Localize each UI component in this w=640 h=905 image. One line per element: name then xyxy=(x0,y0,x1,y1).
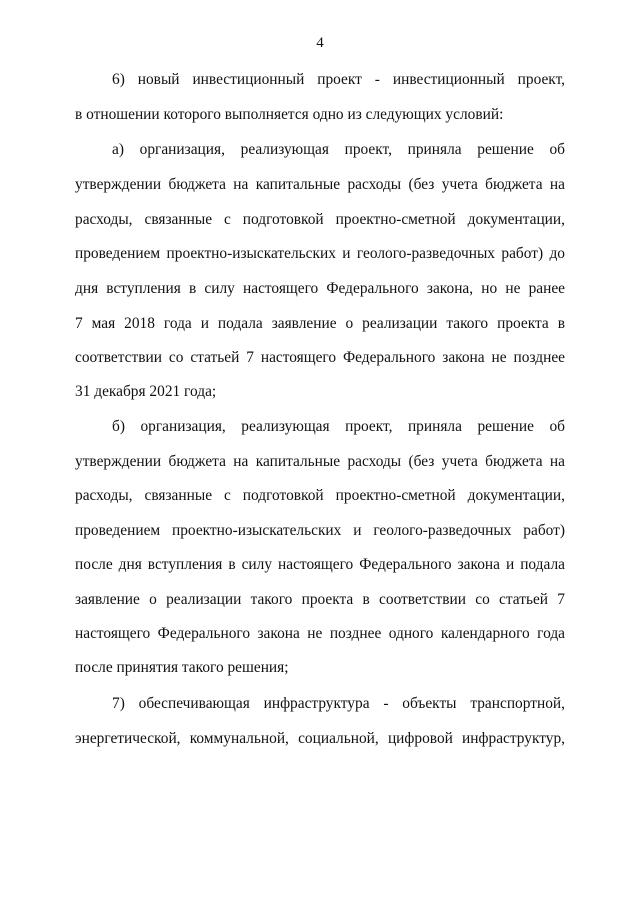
subparagraph-a-line-6: 7 мая 2018 года и подала заявление о реализации такого проекта в xyxy=(75,315,565,332)
page-number: 4 xyxy=(316,35,324,51)
subparagraph-b-line-1: б) организация, реализующая проект, приняла решение об xyxy=(112,418,565,435)
paragraph-6-line-2: в отношении которого выполняется одно из следующих условий: xyxy=(75,106,504,123)
paragraph-7-line-2: энергетической, коммунальной, социальной, цифровой инфраструктур, xyxy=(75,730,565,747)
subparagraph-a-line-2: утверждении бюджета на капитальные расходы (без учета бюджета на xyxy=(75,176,565,193)
subparagraph-b-line-8: после принятия такого решения; xyxy=(75,659,289,676)
subparagraph-a-line-1: а) организация, реализующая проект, приняла решение об xyxy=(112,141,565,158)
subparagraph-a-line-7: соответствии со статьей 7 настоящего Федерального закона не позднее xyxy=(75,349,565,366)
subparagraph-b-line-2: утверждении бюджета на капитальные расходы (без учета бюджета на xyxy=(75,453,565,470)
subparagraph-b-line-6: заявление о реализации такого проекта в соответствии со статьей 7 xyxy=(75,591,565,608)
subparagraph-a-line-4: проведением проектно-изыскательских и геолого-разведочных работ) до xyxy=(75,245,565,262)
subparagraph-b-line-7: настоящего Федерального закона не позднее одного календарного года xyxy=(75,625,565,642)
subparagraph-b-line-5: после дня вступления в силу настоящего Федерального закона и подала xyxy=(75,556,565,573)
paragraph-7-line-1: 7) обеспечивающая инфраструктура - объекты транспортной, xyxy=(112,695,565,712)
subparagraph-b-line-4: проведением проектно-изыскательских и геолого-разведочных работ) xyxy=(75,522,565,539)
subparagraph-b-line-3: расходы, связанные с подготовкой проектно-сметной документации, xyxy=(75,487,565,504)
subparagraph-a-line-3: расходы, связанные с подготовкой проектно-сметной документации, xyxy=(75,211,565,228)
subparagraph-a-line-8: 31 декабря 2021 года; xyxy=(75,383,217,400)
subparagraph-a-line-5: дня вступления в силу настоящего Федерального закона, но не ранее xyxy=(75,280,565,297)
paragraph-6-line-1: 6) новый инвестиционный проект - инвестиционный проект, xyxy=(112,71,565,88)
